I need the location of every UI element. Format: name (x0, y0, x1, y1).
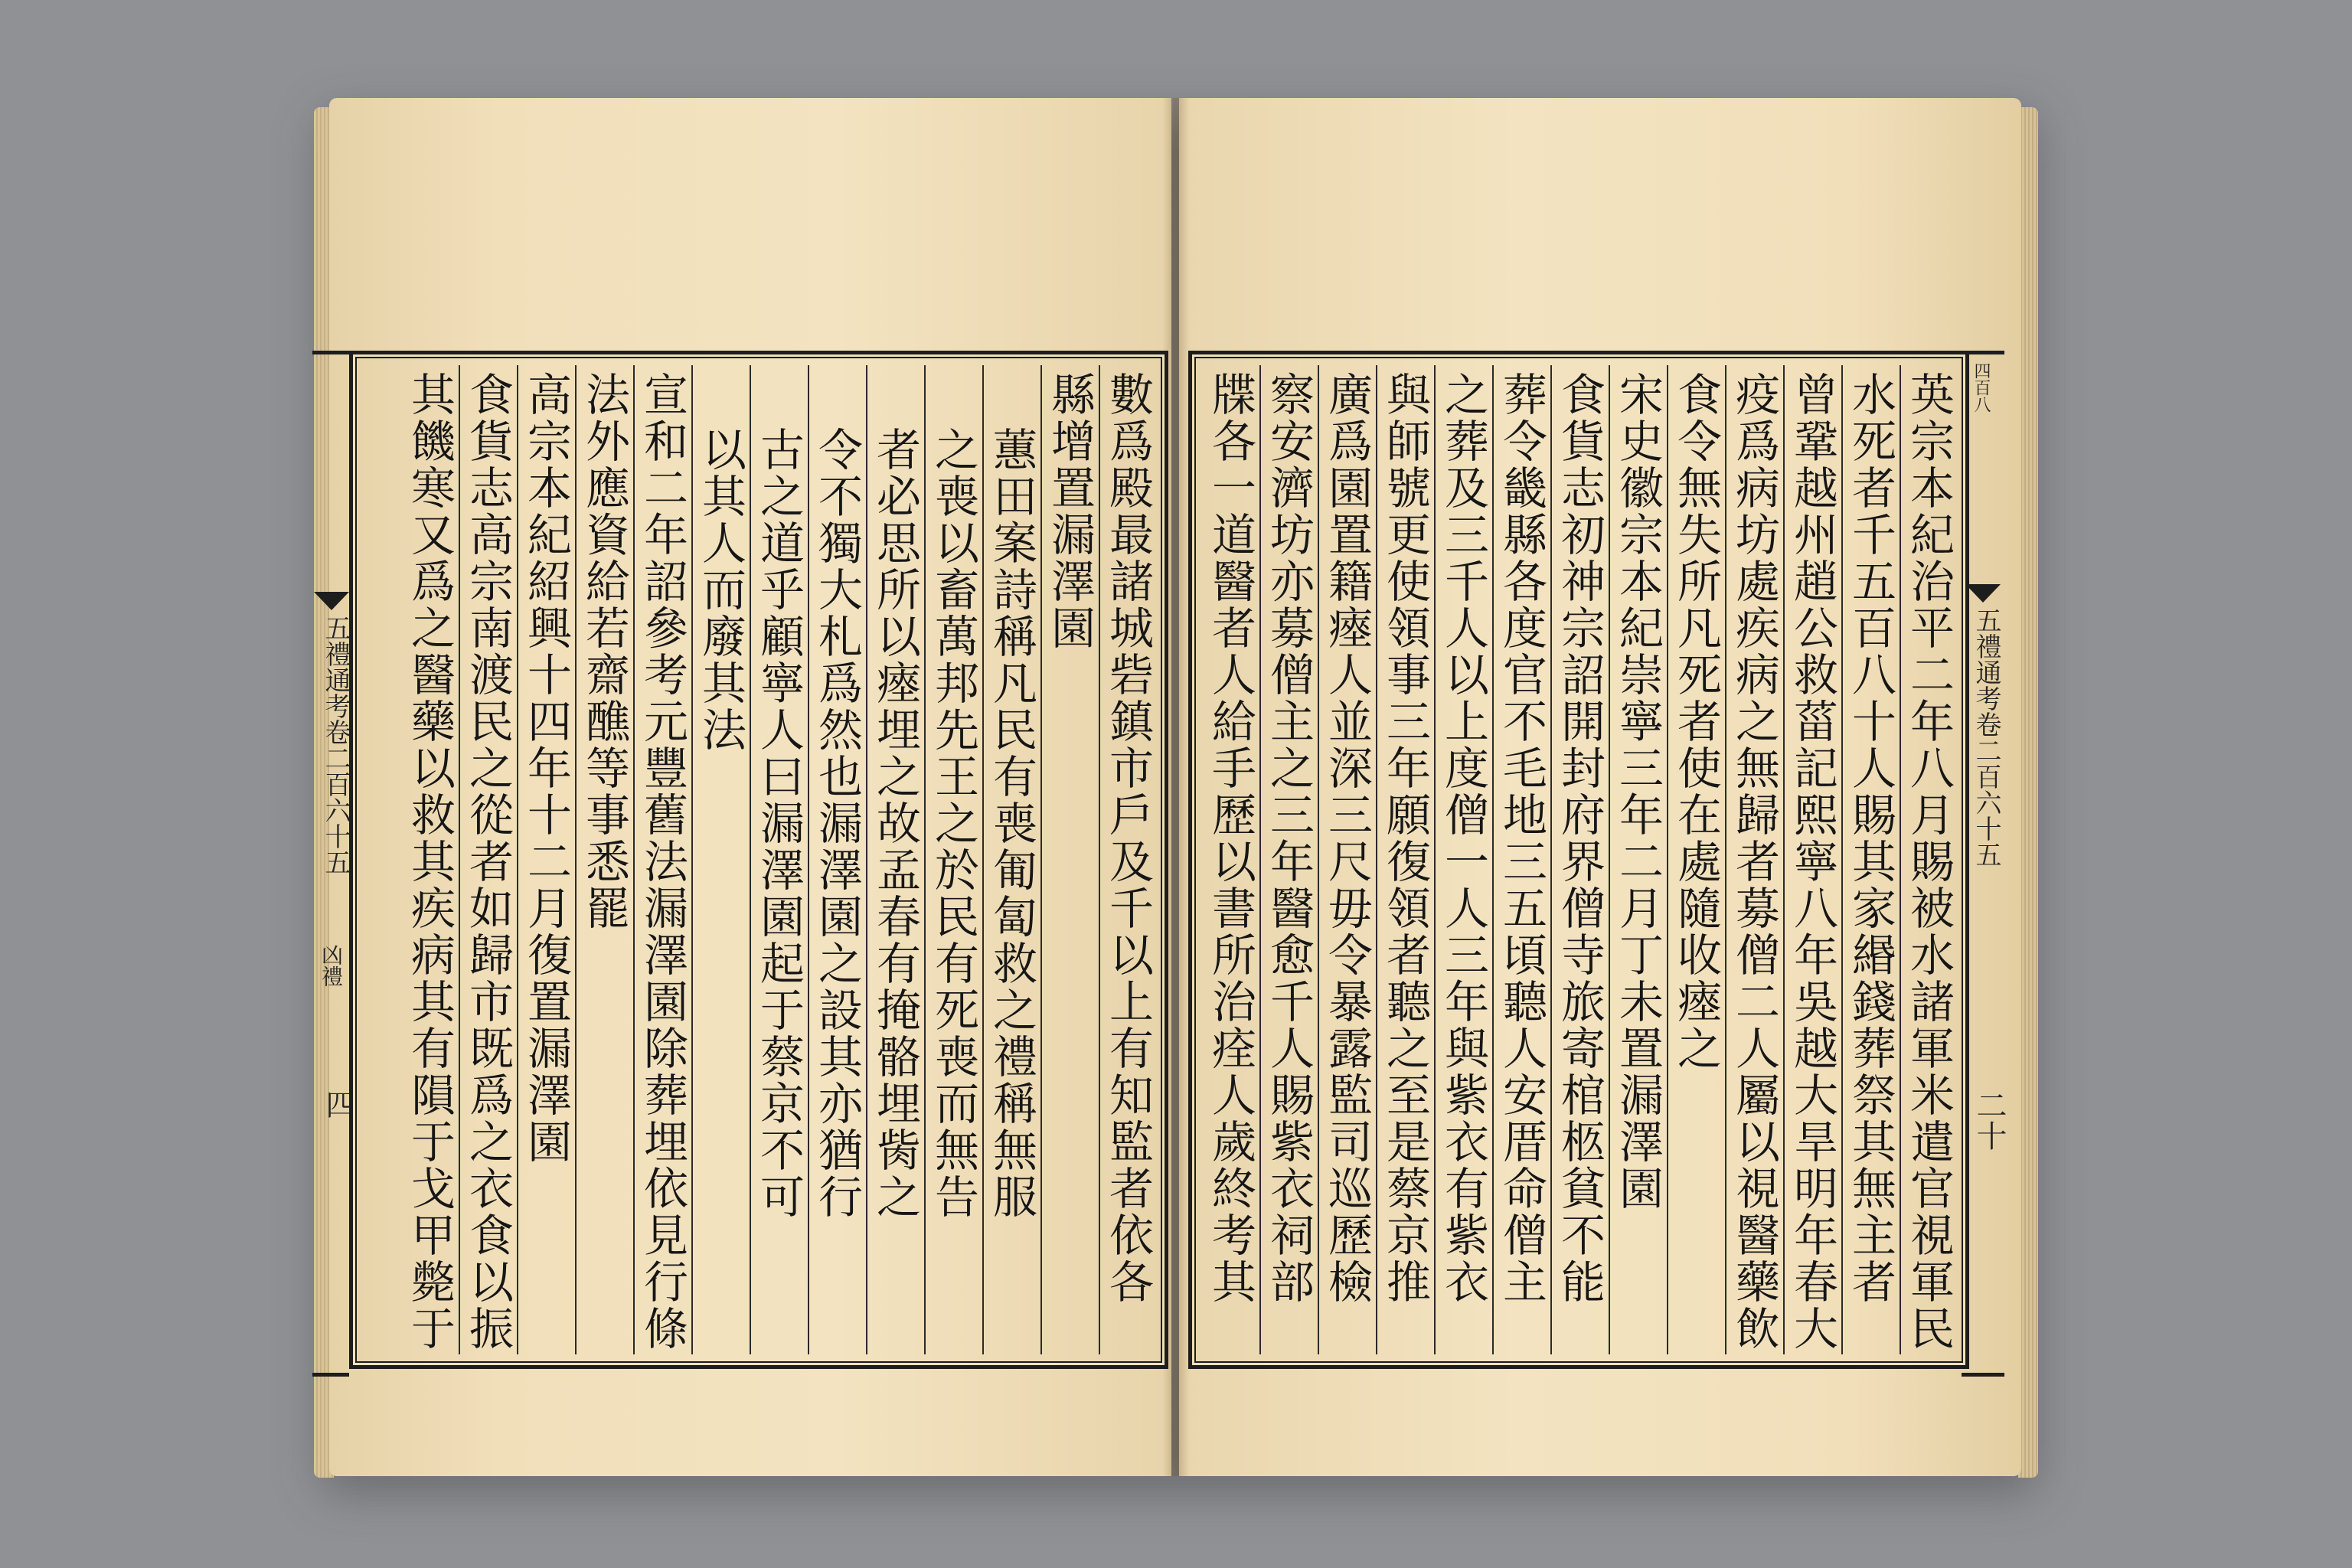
text-column: 食令無失所凡死者使在處隨收瘞之 (1667, 365, 1725, 1354)
text-column: 之葬及三千人以上度僧一人三年與紫衣有紫衣 (1434, 365, 1492, 1354)
text-column: 古之道乎顧寧人曰漏澤園起于蔡京不可 (750, 365, 808, 1354)
text-column: 以其人而廢其法 (691, 365, 750, 1354)
left-text-columns (361, 365, 1157, 1354)
text-column: 令不獨大札爲然也漏澤園之設其亦猶行 (808, 365, 866, 1354)
text-column: 之喪以畜萬邦先王之於民有死喪而無告 (924, 365, 982, 1354)
text-column: 曾鞏越州趙公救菑記熙寧八年吳越大旱明年春大 (1783, 365, 1841, 1354)
text-column: 宣和二年詔參考元豐舊法漏澤園除葬埋依見行條 (633, 365, 691, 1354)
text-column: 食貨志初神宗詔開封府界僧寺旅寄棺柩貧不能 (1550, 365, 1609, 1354)
text-column: 與師號更使領事三年願復領者聽之至是蔡京推 (1376, 365, 1434, 1354)
text-column: 法外應資給若齋醮等事悉罷 (575, 365, 633, 1354)
right-text-columns (1200, 365, 1958, 1354)
text-column: 者必思所以瘞埋之故孟春有掩骼埋胔之 (866, 365, 924, 1354)
fish-tail-mark (314, 592, 349, 610)
text-column: 牒各一道醫者人給手歷以書所治痊人歲終考其 (1204, 371, 1256, 1305)
text-column: 察安濟坊亦募僧主之三年醫愈千人賜紫衣祠部 (1259, 365, 1318, 1354)
left-margin-page-number: 四 (321, 1089, 354, 1119)
text-column: 蕙田案詩稱凡民有喪匍匐救之禮稱無服 (982, 365, 1040, 1354)
text-column: 廣爲園置籍瘞人並深三尺毋令暴露監司巡歷檢 (1318, 365, 1376, 1354)
right-text-frame (1188, 351, 1969, 1369)
text-column: 高宗本紀紹興十四年十二月復置漏澤園 (517, 365, 575, 1354)
text-column: 水死者千五百八十人賜其家緡錢葬祭其無主者 (1841, 365, 1900, 1354)
text-column: 食貨志高宗南渡民之從者如歸市既爲之衣食以振 (459, 365, 517, 1354)
text-column: 宋史徽宗本紀崇寧三年二月丁未置漏澤園 (1609, 365, 1667, 1354)
right-page-margin (1962, 351, 2007, 1377)
text-column: 葬令畿縣各度官不毛地三五頃聽人安厝命僧主 (1492, 365, 1550, 1354)
text-column: 英宗本紀治平二年八月賜被水諸軍米遣官視軍民 (1900, 365, 1958, 1354)
right-margin-top-label: 四百八 (1971, 362, 1991, 413)
text-column: 縣增置漏澤園 (1040, 365, 1099, 1354)
left-page-margin (312, 351, 354, 1377)
right-margin-page-number: 二十 (1971, 1089, 2007, 1151)
text-column: 其饑寒又爲之醫藥以救其疾病其有隕于戈甲斃于 (403, 371, 456, 1352)
left-margin-title: 五禮通考卷二百六十五 (320, 615, 351, 875)
text-column: 數爲殿最諸城砦鎮市戶及千以上有知監者依各 (1099, 365, 1157, 1354)
right-margin-title: 五禮通考卷二百六十五 (1971, 607, 2001, 867)
left-margin-section: 凶禮 (318, 944, 344, 987)
text-column: 疫爲病坊處疾病之無歸者募僧二人屬以視醫藥飲 (1725, 365, 1783, 1354)
fish-tail-mark (1965, 584, 2001, 603)
left-text-frame (349, 351, 1168, 1369)
